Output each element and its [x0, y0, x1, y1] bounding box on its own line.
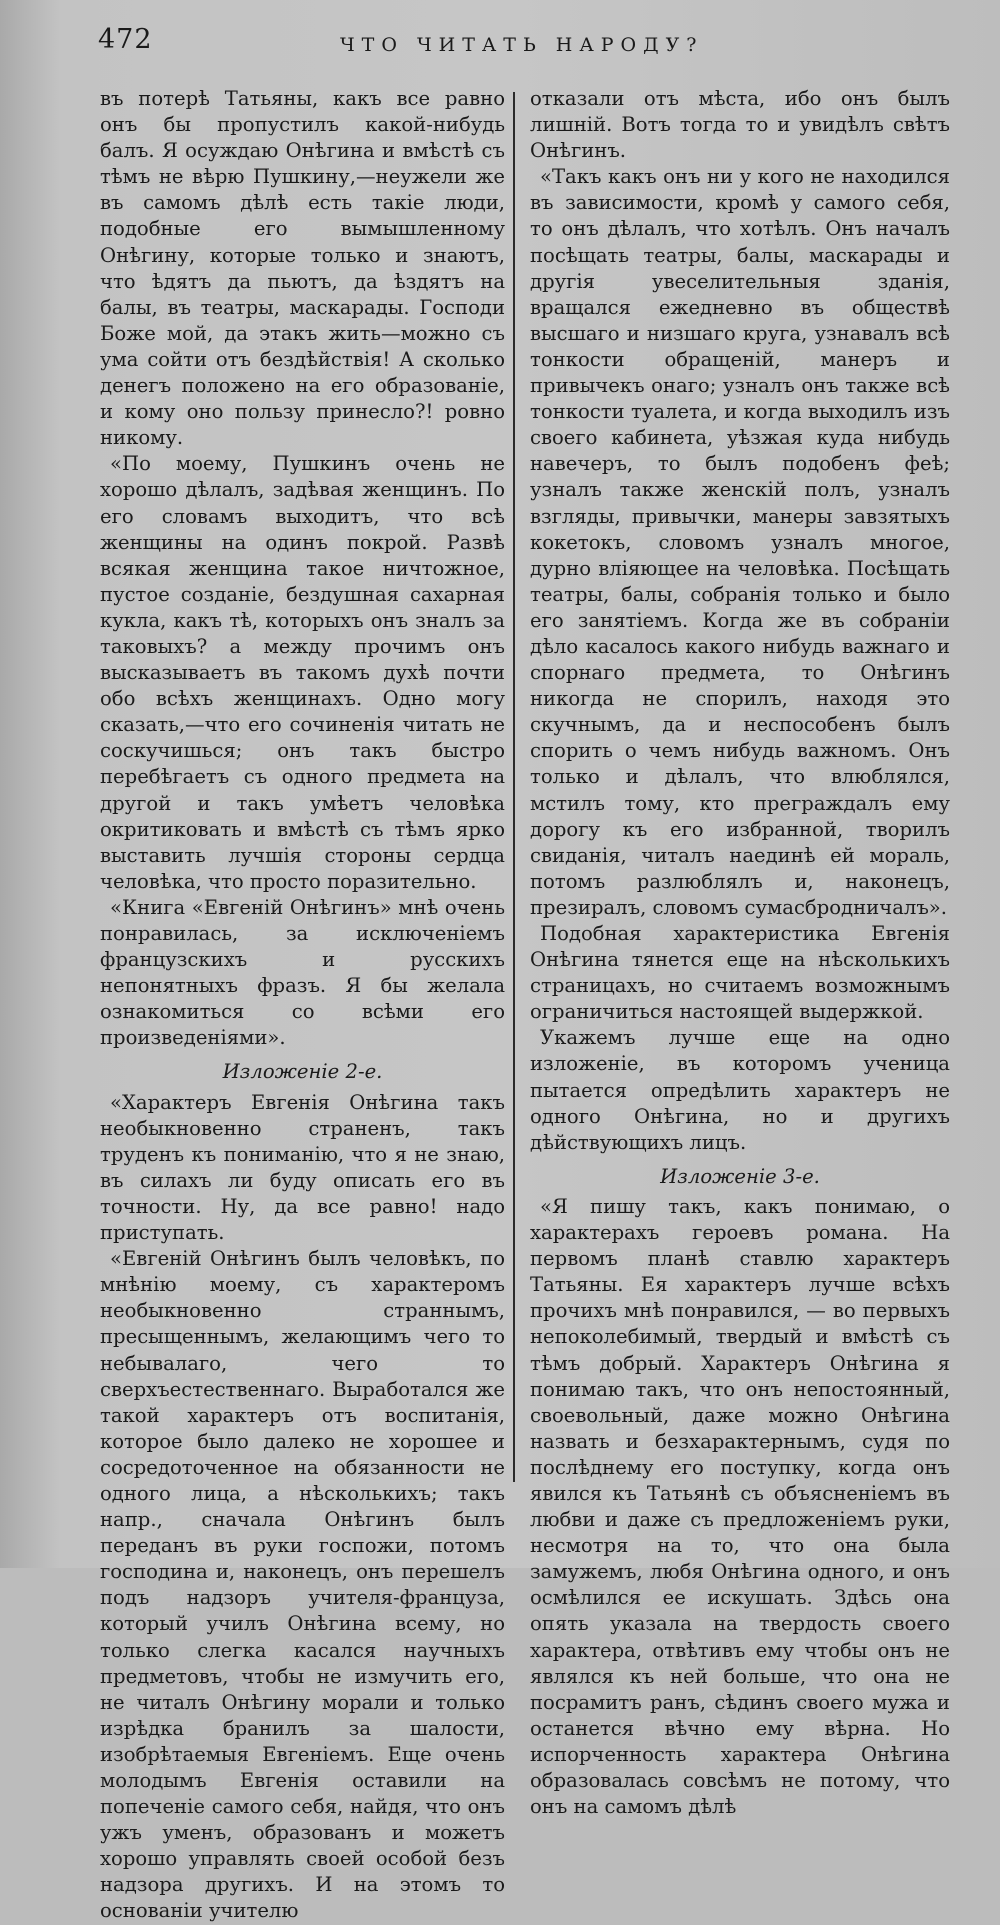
left-column [100, 86, 505, 1925]
left-paragraph: «Евгеній Онѣгинъ былъ человѣкъ, по мнѣнію моему, съ характеромъ необыкновенно страннымъ, пресыщеннымъ, желающимъ чего то небывалаго, чего то сверхъестественнаго. Выработался же такой характеръ отъ воспитанія, которое было далеко не хорошее и сосредоточенное на обязанности не одного лица, а нѣсколькихъ; такъ напр., сначала Онѣгинъ былъ переданъ въ руки госпожи, потомъ господина и, наконецъ, онъ перешелъ подъ надзоръ учителя-француза, который училъ Онѣгина всему, но только слегка касался научныхъ предметовъ, чтобы не измучить его, не читалъ Онѣгину морали и только изрѣдка бранилъ за шалости, изобрѣтаемыя Евгеніемъ. Еще очень молодымъ Евгенія оставили на попеченіе самого себя, найдя, что онъ ужъ уменъ, образованъ и можетъ хорошо управлять своей особой безъ надзора другихъ. И на этомъ то основаніи учителю [100, 1247, 505, 1923]
left-paragraph: «По моему, Пушкинъ очень не хорошо дѣлалъ, задѣвая женщинъ. По его словамъ выходитъ, что всѣ женщины на одинъ покрой. Развѣ всякая женщина такое ничтожное, пустое созданіе, бездушная сахарная кукла, какъ тѣ, которыхъ онъ зналъ за таковыхъ? а между прочимъ онъ высказываетъ въ такомъ духѣ почти обо всѣхъ женщинахъ. Одно могу сказать,—что его сочиненія читать не соскучишься; онъ такъ быстро перебѣгаетъ съ одного предмета на другой и такъ умѣетъ человѣка окритиковать и вмѣстѣ съ тѣмъ ярко выставить лучшія стороны сердца человѣка, что просто поразительно. [100, 452, 505, 893]
right-paragraph: «Такъ какъ онъ ни у кого не находился въ зависимости, кромѣ у самого себя, то онъ дѣлалъ, что хотѣлъ. Онъ началъ посѣщать театры, балы, маскарады и другія увеселительныя зданія, вращался ежедневно въ обществѣ высшаго и низшаго круга, узнавалъ всѣ тонкости обращеній, манеръ и привычекъ онаго; узналъ онъ также всѣ тонкости туалета, и когда выходилъ изъ своего кабинета, уѣзжая куда нибудь навечеръ, то былъ подобенъ феѣ; узналъ также женскій полъ, узналъ взгляды, привычки, манеры завзятыхъ кокетокъ, словомъ узналъ многое, дурно вліяющее на человѣка. Посѣщать театры, балы, собранія только и было его занятіемъ. Когда же въ собраніи дѣло касалось какого нибудь важнаго и спорнаго предмета, то Онѣгинъ никогда не спорилъ, находя это скучнымъ, да и неспособенъ былъ спорить о чемъ нибудь важномъ. Онъ только и дѣлалъ, что влюблялся, мстилъ тому, кто преграждалъ ему дорогу къ его избранной, творилъ свиданія, читалъ наединѣ ей мораль, потомъ разлюблялъ и, наконецъ, презиралъ, словомъ сумасбродничалъ». [530, 165, 950, 919]
right-paragraph: Подобная характеристика Евгенія Онѣгина тянется еще на нѣсколькихъ страницахъ, но считаемъ возможнымъ ограничиться настоящей выдержкой. [530, 922, 950, 1024]
section-heading: Изложеніе 3-е. [660, 1164, 820, 1188]
right-paragraph: отказали отъ мѣста, ибо онъ былъ лишній. Вотъ тогда то и увидѣлъ свѣтъ Онѣгинъ. [530, 87, 950, 163]
column-divider [513, 92, 515, 1482]
running-title: ЧТО ЧИТАТЬ НАРОДУ? [340, 34, 704, 56]
page-number: 472 [98, 24, 153, 55]
left-paragraph: «Характеръ Евгенія Онѣгина такъ необыкновенно страненъ, такъ труденъ къ пониманію, что я не знаю, въ силахъ ли буду описать его въ точности. Ну, да все равно! надо приступать. [100, 1090, 505, 1245]
section-heading: Изложеніе 2-е. [222, 1060, 383, 1084]
left-paragraph: «Книга «Евгеній Онѣгинъ» мнѣ очень понравилась, за исключеніемъ французскихъ и русскихъ непонятныхъ фразъ. Я бы желала ознакомиться со всѣми его произведеніями». [100, 895, 505, 1050]
left-paragraph: въ потерѣ Татьяны, какъ все равно онъ бы пропустилъ какой-нибудь балъ. Я осуждаю Онѣгина и вмѣстѣ съ тѣмъ не вѣрю Пушкину,—неужели же въ самомъ дѣлѣ есть такіе люди, подобные его вымышленному Онѣгину, которые только и знаютъ, что ѣдятъ да пьютъ, да ѣздятъ на балы, въ театры, маскарады. Господи Боже мой, да этакъ жить—можно съ ума сойти отъ бездѣйствія! А сколько денегъ положено на его образованіе, и кому оно пользу принесло?! ровно никому. [100, 87, 505, 450]
right-column [530, 86, 950, 1820]
right-paragraph: Укажемъ лучше еще на одно изложеніе, въ которомъ ученица пытается опредѣлить характеръ не одного Онѣгина, но и другихъ дѣйствующихъ лицъ. [530, 1026, 950, 1154]
right-paragraph: «Я пишу такъ, какъ понимаю, о характерахъ героевъ романа. На первомъ планѣ ставлю характеръ Татьяны. Ея характеръ лучше всѣхъ прочихъ мнѣ понравился, — во первыхъ непоколебимый, твердый и вмѣстѣ съ тѣмъ добрый. Характеръ Онѣгина я понимаю такъ, что онъ непостоянный, своевольный, даже можно Онѣгина назвать и безхарактернымъ, судя по послѣднему его поступку, когда онъ явился къ Татьянѣ съ объясненіемъ въ любви и даже съ предложеніемъ руки, несмотря на то, что она была замужемъ, любя Онѣгина одного, и онъ осмѣлился ее искушать. Здѣсь она опять указала на твердость своего характера, отвѣтивъ ему чтобы онъ не являлся къ ней больше, что она не посрамитъ ранъ, сѣдинъ своего мужа и останется вѣчно ему вѣрна. Но испорченность характера Онѣгина образовалась совсѣмъ не потому, что онъ на самомъ дѣлѣ [530, 1194, 950, 1819]
